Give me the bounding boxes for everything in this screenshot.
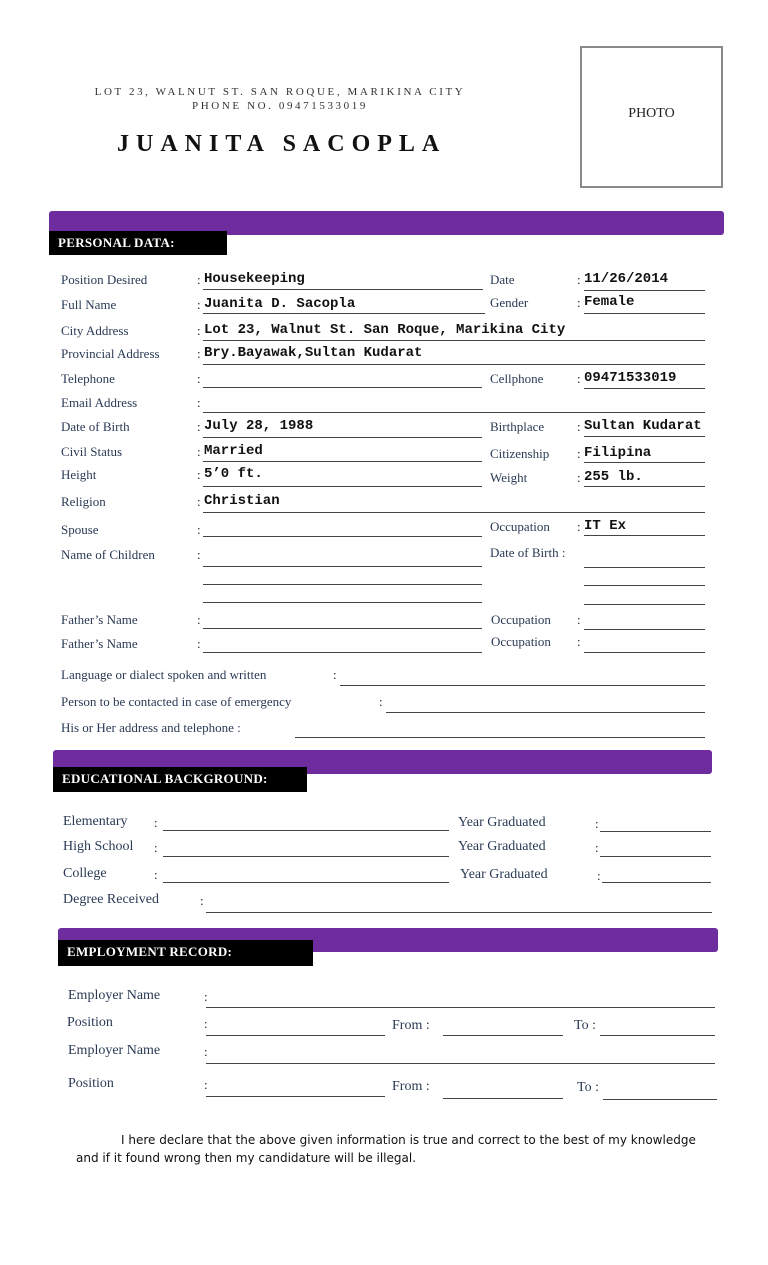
underline — [600, 1035, 715, 1036]
value-position-desired[interactable]: Housekeeping — [204, 271, 305, 287]
value-religion[interactable]: Christian — [204, 493, 280, 509]
label-weight: Weight — [490, 470, 528, 485]
underline — [584, 535, 705, 536]
label-year-graduated: Year Graduated — [458, 839, 546, 854]
underline — [584, 604, 705, 605]
colon: : — [577, 295, 581, 310]
label-language: Language or dialect spoken and written — [61, 667, 267, 682]
underline — [584, 462, 705, 463]
underline — [295, 737, 705, 738]
colon: : — [597, 868, 601, 883]
underline — [203, 412, 705, 413]
label-full-name: Full Name — [61, 297, 117, 312]
value-citizenship[interactable]: Filipina — [584, 445, 652, 461]
label-position-1: Position — [67, 1015, 113, 1030]
underline — [584, 567, 705, 568]
underline — [584, 290, 705, 291]
value-birthplace[interactable]: Sultan Kudarat — [584, 418, 702, 434]
colon: : — [204, 1044, 208, 1059]
label-religion: Religion — [61, 494, 106, 509]
underline — [584, 585, 705, 586]
value-provincial-address[interactable]: Bry.Bayawak,Sultan Kudarat — [204, 345, 423, 361]
colon: : — [154, 815, 158, 830]
colon: : — [197, 323, 201, 338]
colon: : — [204, 989, 208, 1004]
photo-label: PHOTO — [628, 106, 675, 121]
underline — [203, 313, 485, 314]
value-dob[interactable]: July 28, 1988 — [204, 418, 314, 434]
label-dob: Date of Birth — [61, 419, 130, 434]
colon: : — [333, 667, 337, 682]
colon: : — [154, 867, 158, 882]
colon: : — [154, 840, 158, 855]
underline — [203, 584, 482, 585]
colon: : — [577, 419, 581, 434]
underline — [203, 628, 482, 629]
underline — [584, 388, 705, 389]
value-height[interactable]: 5’0 ft. — [204, 466, 263, 482]
underline — [203, 512, 705, 513]
colon: : — [577, 634, 581, 649]
value-cellphone[interactable]: 09471533019 — [584, 370, 677, 386]
label-emergency-contact: Person to be contacted in case of emergency — [61, 694, 292, 709]
colon: : — [200, 893, 204, 908]
colon: : — [197, 494, 201, 509]
label-position-desired: Position Desired — [61, 272, 148, 287]
applicant-name: JUANITA SACOPLA — [117, 131, 447, 157]
label-civil-status: Civil Status — [61, 444, 123, 459]
colon: : — [577, 612, 581, 627]
underline — [206, 1096, 385, 1097]
underline — [203, 602, 482, 603]
underline — [206, 1035, 385, 1036]
label-city-address: City Address — [61, 323, 129, 338]
header-address: LOT 23, WALNUT ST. SAN ROQUE, MARIKINA CITY — [94, 86, 466, 98]
value-full-name[interactable]: Juanita D. Sacopla — [204, 296, 356, 312]
colon: : — [197, 444, 201, 459]
value-date[interactable]: 11/26/2014 — [584, 271, 669, 287]
colon: : — [197, 522, 201, 537]
label-from-2: From : — [392, 1079, 430, 1094]
underline — [602, 882, 711, 883]
label-date: Date — [490, 272, 515, 287]
underline — [340, 685, 705, 686]
employment-section-title: EMPLOYMENT RECORD: — [58, 940, 313, 966]
colon: : — [197, 371, 201, 386]
label-degree: Degree Received — [63, 892, 159, 907]
colon: : — [577, 446, 581, 461]
colon: : — [197, 467, 201, 482]
colon: : — [577, 272, 581, 287]
colon: : — [197, 612, 201, 627]
underline — [203, 387, 482, 388]
label-citizenship: Citizenship — [490, 446, 550, 461]
underline — [163, 882, 449, 883]
colon: : — [379, 694, 383, 709]
value-occupation[interactable]: IT Ex — [584, 518, 627, 534]
colon: : — [204, 1016, 208, 1031]
label-college: College — [63, 866, 107, 881]
label-year-graduated: Year Graduated — [458, 815, 546, 830]
label-height: Height — [61, 467, 97, 482]
value-city-address[interactable]: Lot 23, Walnut St. San Roque, Marikina City — [204, 322, 566, 338]
value-civil-status[interactable]: Married — [204, 443, 263, 459]
underline — [584, 436, 705, 437]
label-from-text: From — [392, 1079, 423, 1094]
underline — [203, 536, 482, 537]
label-birthplace: Birthplace — [490, 419, 545, 434]
label-provincial-address: Provincial Address — [61, 346, 160, 361]
declaration-line-2: and if it found wrong then my candidature will be illegal. — [76, 1151, 417, 1165]
underline — [584, 486, 705, 487]
label-to-2: To : — [577, 1080, 599, 1095]
colon: : — [577, 519, 581, 534]
underline — [203, 437, 482, 438]
underline — [443, 1098, 563, 1099]
label-employer-name-1: Employer Name — [68, 988, 161, 1003]
label-elementary: Elementary — [63, 814, 128, 829]
underline — [163, 830, 449, 831]
value-gender[interactable]: Female — [584, 294, 635, 310]
label-from-1: From : — [392, 1018, 430, 1033]
underline — [443, 1035, 563, 1036]
colon: : — [577, 371, 581, 386]
label-high-school: High School — [63, 839, 134, 854]
underline — [203, 340, 705, 341]
underline — [206, 912, 712, 913]
personal-section-title: PERSONAL DATA: — [49, 231, 227, 255]
underline — [600, 856, 711, 857]
colon: : — [197, 636, 201, 651]
label-occupation: Occupation — [490, 519, 550, 534]
colon: : — [577, 470, 581, 485]
label-father-occupation-1: Occupation — [491, 612, 551, 627]
label-children-dob: Date of Birth : — [490, 545, 566, 560]
underline — [584, 629, 705, 630]
underline — [203, 652, 482, 653]
value-weight[interactable]: 255 lb. — [584, 469, 643, 485]
colon: : — [197, 395, 201, 410]
label-cellphone: Cellphone — [490, 371, 544, 386]
underline — [584, 652, 705, 653]
underline — [206, 1007, 715, 1008]
label-children: Name of Children — [61, 547, 155, 562]
underline — [203, 486, 482, 487]
label-father-1: Father’s Name — [61, 612, 138, 627]
colon: : — [197, 346, 201, 361]
colon: : — [204, 1077, 208, 1092]
colon: : — [595, 840, 599, 855]
label-year-graduated: Year Graduated — [460, 867, 548, 882]
underline — [203, 566, 482, 567]
underline — [386, 712, 705, 713]
underline — [600, 831, 711, 832]
underline — [603, 1099, 717, 1100]
label-telephone: Telephone — [61, 371, 115, 386]
label-employer-name-2: Employer Name — [68, 1043, 161, 1058]
underline — [203, 364, 705, 365]
header-phone: PHONE NO. 09471533019 — [192, 100, 368, 112]
label-father-occupation-2: Occupation — [491, 634, 551, 649]
label-from-text: From — [392, 1018, 423, 1033]
underline — [203, 461, 482, 462]
label-position-2: Position — [68, 1076, 114, 1091]
declaration-line-1: I here declare that the above given information is true and correct to the best of my knowledge — [121, 1133, 696, 1147]
label-father-2: Father’s Name — [61, 636, 138, 651]
colon: : — [197, 297, 201, 312]
underline — [163, 856, 449, 857]
label-gender: Gender — [490, 295, 529, 310]
colon: : — [197, 419, 201, 434]
photo-box — [580, 46, 723, 188]
label-to-1: To : — [574, 1018, 596, 1033]
colon: : — [197, 272, 201, 287]
label-emergency-address: His or Her address and telephone : — [61, 720, 241, 735]
label-email: Email Address — [61, 395, 138, 410]
colon: : — [595, 816, 599, 831]
colon: : — [197, 547, 201, 562]
education-section-title: EDUCATIONAL BACKGROUND: — [53, 767, 307, 792]
underline — [203, 289, 483, 290]
label-spouse: Spouse — [61, 522, 99, 537]
underline — [584, 313, 705, 314]
underline — [206, 1063, 715, 1064]
